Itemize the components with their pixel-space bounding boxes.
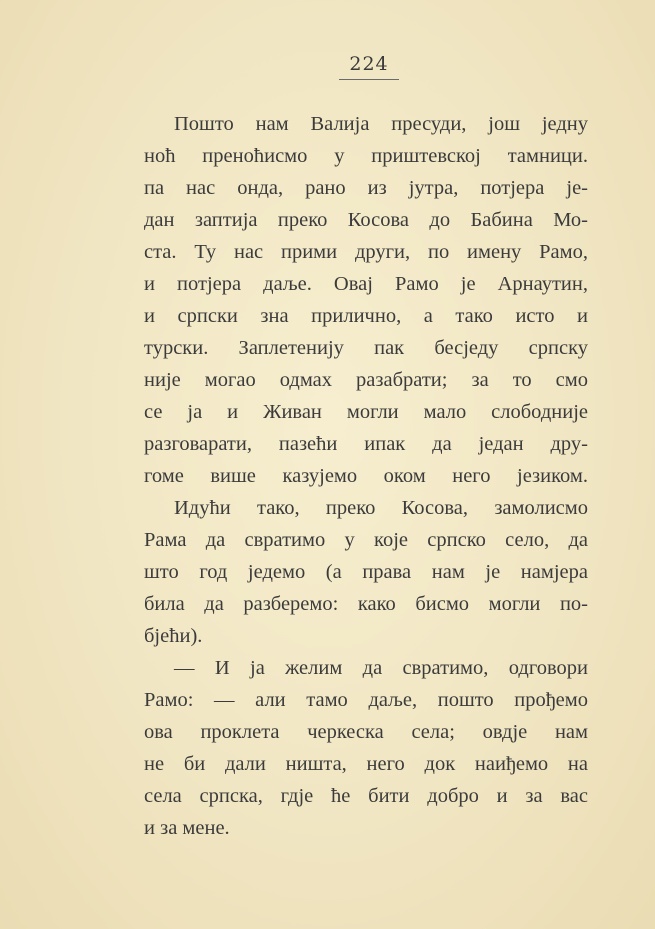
text-line: — И ја желим да свратимо, одговори	[174, 657, 588, 679]
text-line: што год једемо (а права нам је намјера	[144, 561, 588, 583]
text-line: бјећи).	[144, 625, 203, 647]
text-line: турски. Заплетенију пак бесједу српску	[144, 337, 588, 359]
text-line: дан заптија преко Косова до Бабина Мо-	[144, 209, 588, 231]
page-number-rule	[339, 79, 399, 80]
text-line: ста. Ту нас прими други, по имену Рамо,	[144, 241, 588, 263]
text-line: и потјера даље. Овај Рамо је Арнаутин,	[144, 273, 588, 295]
text-line: била да разберемо: како бисмо могли по-	[144, 593, 588, 615]
text-line: и српски зна прилично, а тако исто и	[144, 305, 588, 327]
text-line: Пошто нам Валија пресуди, још једну	[174, 113, 588, 135]
page-number: 224	[349, 53, 389, 75]
text-line: села српска, гдје ће бити добро и за вас	[144, 785, 588, 807]
text-line: гоме више казујемо оком него језиком.	[144, 465, 588, 487]
text-line: па нас онда, рано из јутра, потјера је-	[144, 177, 588, 199]
text-line: и за мене.	[144, 817, 230, 839]
text-line: Рамо: — али тамо даље, пошто прођемо	[144, 689, 588, 711]
text-line: ова проклета черкеска села; овдје нам	[144, 721, 588, 743]
body-text	[144, 108, 588, 844]
text-line: разговарати, пазећи ипак да један дру-	[144, 433, 588, 455]
text-line: Идући тако, преко Косова, замолисмо	[174, 497, 588, 519]
text-line: не би дали ништа, него док наиђемо на	[144, 753, 588, 775]
text-line: Рама да свратимо у које српско село, да	[144, 529, 588, 551]
text-line: није могао одмах разабрати; за то смо	[144, 369, 588, 391]
text-line: ноћ преноћисмо у приштевској тамници.	[144, 145, 588, 167]
text-line: се ја и Живан могли мало слободније	[144, 401, 588, 423]
